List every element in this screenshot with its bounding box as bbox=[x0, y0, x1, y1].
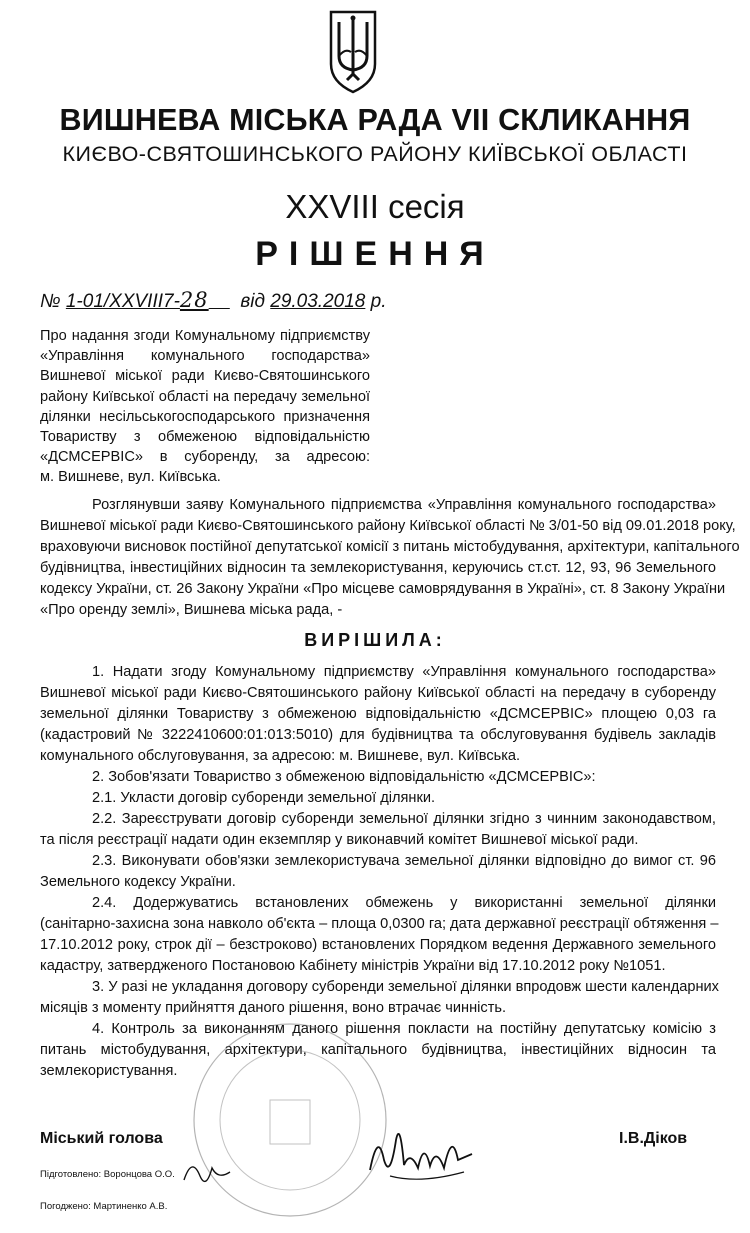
decision-items bbox=[40, 662, 719, 1082]
number-label: № bbox=[40, 291, 61, 312]
prepared-by: Підготовлено: Воронцова О.О. bbox=[40, 1169, 175, 1180]
mayor-label: Міський голова bbox=[40, 1130, 163, 1147]
preamble-line: будівництва, інвестиційних відносин та землекористування, керуючись ст.ст. 12, 93, 96 Земельного bbox=[40, 560, 716, 576]
decision-number-line bbox=[40, 288, 387, 313]
resolved-heading: ВИРІШИЛА: bbox=[304, 630, 446, 650]
subject-line: Про надання згоди Комунальному підприємству bbox=[40, 328, 370, 344]
item-line: Земельного кодексу України. bbox=[40, 874, 236, 890]
item-line: кадастру, затвердженого Постановою Кабінету міністрів України від 17.10.2012 року №1051. bbox=[40, 958, 666, 974]
preamble-line: враховуючи висновок постійної депутатської комісії з питань містобудування, архітектури, капітального bbox=[40, 539, 740, 555]
council-title: ВИШНЕВА МІСЬКА РАДА VII СКЛИКАННЯ bbox=[59, 103, 691, 137]
item-line: 2. Зобов'язати Товариство з обмеженою відповідальністю «ДСМСЕРВІС»: bbox=[92, 769, 596, 785]
subject-line: ділянки несільськогосподарського призначення bbox=[40, 408, 370, 425]
decision-number: 1-01/XXVIII7- bbox=[65, 291, 180, 312]
subject-line: Товариству з обмеженою відповідальністю bbox=[40, 429, 370, 446]
item-line: 17.10.2012 року, строк дії – безстроково) встановлених Порядком ведення Державного земельного bbox=[40, 937, 716, 953]
item-line: комунального обслуговування, за адресою: м. Вишневе, вул. Київська. bbox=[40, 748, 521, 764]
preamble-line: Розглянувши заяву Комунального підприємства «Управління комунального господарства» bbox=[92, 497, 716, 513]
item-line: 2.2. Зареєструвати договір суборенди земельної ділянки згідно з чинним законодавством, bbox=[92, 811, 716, 827]
decision-date: 29.03.2018 bbox=[270, 291, 366, 312]
item-line: земельної ділянки Товариству з обмеженою відповідальністю «ДСМСЕРВІС» площею 0,03 га bbox=[40, 706, 716, 722]
subject-line: району Київської області на передачу земельної bbox=[40, 388, 370, 405]
preamble-line: кодексу України, ст. 26 Закону України «Про місцеве самоврядування в Україні», ст. 8 Закону України bbox=[40, 581, 726, 597]
item-line: 2.3. Виконувати обов'язки землекористувача земельної ділянки відповідно до вимог ст. 96 bbox=[92, 853, 716, 869]
item-line: місяців з моменту прийняття даного рішення, воно втрачає чинність. bbox=[40, 1000, 507, 1016]
subject-line: м. Вишневе, вул. Київська. bbox=[40, 469, 221, 486]
item-line: землекористування. bbox=[40, 1063, 178, 1079]
preamble bbox=[40, 495, 740, 621]
preparer-signature bbox=[178, 1150, 238, 1195]
decision-number-handwritten: 28 bbox=[179, 288, 209, 312]
item-line: 2.1. Укласти договір суборенди земельної ділянки. bbox=[92, 790, 436, 806]
subject-line: Вишневої міської ради Києво-Святошинського bbox=[40, 368, 370, 385]
date-suffix: р. bbox=[370, 291, 387, 312]
item-line: Вишневої міської ради Києво-Святошинського району Київської області на передачу в суборенду bbox=[40, 685, 716, 701]
session-title: XXVIII сесія bbox=[285, 188, 465, 225]
council-subtitle: КИЄВО-СВЯТОШИНСЬКОГО РАЙОНУ КИЇВСЬКОЇ ОБЛАСТІ bbox=[62, 142, 688, 166]
decision-title: РІШЕННЯ bbox=[255, 235, 495, 273]
item-line: та після реєстрації надати один екземпляр у виконавчий комітет Вишневої міської ради. bbox=[40, 832, 639, 848]
item-line: 2.4. Додержуватись встановлених обмежень у використанні земельної ділянки bbox=[92, 895, 716, 911]
item-line: 3. У разі не укладання договору суборенди земельної ділянки впродовж шести календарних bbox=[92, 979, 719, 995]
item-line: 1. Надати згоду Комунальному підприємству «Управління комунального господарства» bbox=[92, 664, 716, 680]
agreed-by: Погоджено: Мартиненко А.В. bbox=[40, 1201, 168, 1212]
decision-subject bbox=[40, 326, 370, 488]
item-line: питань містобудування, архітектури, капітального будівництва, інвестиційних відносин та bbox=[40, 1042, 716, 1058]
mayor-name: І.В.Діков bbox=[619, 1130, 688, 1147]
subject-line: «ДСМСЕРВІС» в суборенду, за адресою: bbox=[40, 449, 370, 466]
date-label: від bbox=[240, 291, 265, 312]
preamble-line: Вишневої міської ради Києво-Святошинського району Київської області № 3/01-50 від 09.01.2018 року, bbox=[40, 518, 736, 534]
mayor-signature bbox=[360, 1110, 480, 1190]
preamble-line: «Про оренду землі», Вишнева міська рада, - bbox=[40, 602, 343, 618]
item-line: 4. Контроль за виконанням даного рішення покласти на постійну депутатську комісію з bbox=[92, 1021, 716, 1037]
item-line: (санітарно-захисна зона навколо об'єкта – площа 0,0300 га; дата державної реєстрації обтяження – bbox=[40, 916, 719, 932]
trident-emblem-icon bbox=[327, 8, 379, 96]
item-line: (кадастровий № 3222410600:01:013:5010) для будівництва та обслуговування будівель закладів bbox=[40, 727, 716, 743]
subject-line: «Управління комунального господарства» bbox=[40, 348, 370, 365]
